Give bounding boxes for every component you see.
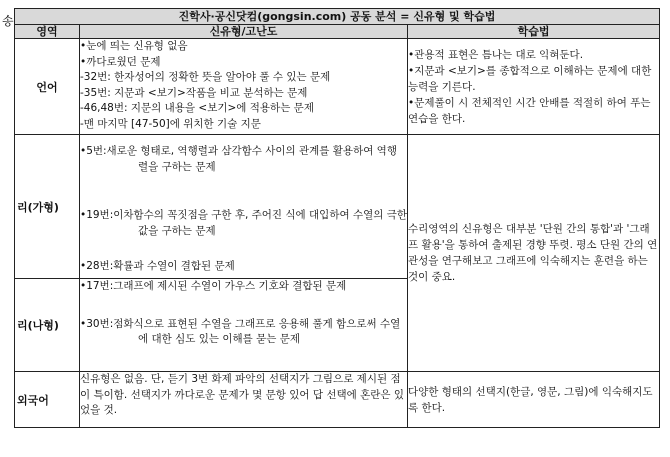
math-na-item: •17번:그래프에 제시된 수열이 가우스 기호와 결합된 문제 [80,280,347,292]
language-study-item: •관용적 표현은 틈나는 대로 익혀둔다. [408,48,584,61]
table-title: 진학사·공신닷컴(gongsin.com) 공동 분석 = 신유형 및 학습법 [15,9,660,25]
math-ga-item: •19번:이차함수의 꼭짓점을 구한 후, 주어진 식에 대입하여 수열의 극한값을 구하는 문제 [80,209,407,237]
math-ga-item: •5번:새로운 형태로, 역행렬과 삼각함수 사이의 관계를 활용하여 역행렬을 구하는 문제 [80,145,397,173]
math-study-text: 수리영역의 신유형은 대부분 '단원 간의 통합'과 '그래프 활용'을 통하여 출제된 경향 뚜렷. 평소 단원 간의 연관성을 연구해보고 그래프에 익숙해지는 훈련을 하는 것이 중요. [408,223,658,283]
math-study-cell [408,135,660,372]
subject-language: 언어 [15,39,80,135]
foreign-text: 신유형은 없음. 단, 듣기 3번 화제 파악의 선택지가 그림으로 제시된 점이 특이함. 선택지가 까다로운 문제가 몇 문항 있어 답 선택에 혼란은 있었을 것. [80,373,405,416]
language-item: -32번: 한자성어의 정확한 뜻을 알아야 풀 수 있는 문제 [80,71,331,83]
header-study-method: 학습법 [408,25,660,39]
subject-foreign: 외국어 [15,372,80,428]
language-item: •눈에 띄는 신유형 없음 [80,40,188,52]
math-ga-new-type-cell [80,135,408,279]
math-ga-item: •28번:확률과 수열이 결합된 문제 [80,260,235,272]
header-area: 영역 [15,25,80,39]
subject-math-ga: 리(가형) [15,135,80,279]
left-margin-character: 송 [2,14,14,28]
math-na-item: •30번:점화식으로 표현된 수열을 그래프로 응용해 풀게 함으로써 수열에 대한 심도 있는 이해를 묻는 문제 [80,317,401,345]
language-item: -맨 마지막 [47-50]에 위치한 기술 지문 [80,117,261,130]
subject-math-na: 리(나형) [15,279,80,372]
foreign-new-type-cell [80,372,408,428]
header-new-type: 신유형/고난도 [80,25,408,39]
math-na-new-type-cell [80,279,408,372]
language-item: -46,48번: 지문의 내용을 <보기>에 적용하는 문제 [80,102,314,114]
language-study-cell [408,39,660,135]
language-study-item: •지문과 <보기>를 종합적으로 이해하는 문제에 대한 능력을 기른다. [408,64,652,93]
foreign-study-text: 다양한 형태의 선택지(한글, 영문, 그림)에 익숙해지도록 한다. [408,385,653,414]
foreign-study-cell [408,372,660,428]
language-new-type-cell [80,39,408,135]
language-item: •까다로웠던 문제 [80,55,161,68]
language-item: -35번: 지문과 <보기>작품을 비교 분석하는 문제 [80,86,308,99]
analysis-table [14,8,660,428]
language-study-item: •문제풀이 시 전체적인 시간 안배를 적절히 하여 푸는 연습을 한다. [408,96,651,125]
